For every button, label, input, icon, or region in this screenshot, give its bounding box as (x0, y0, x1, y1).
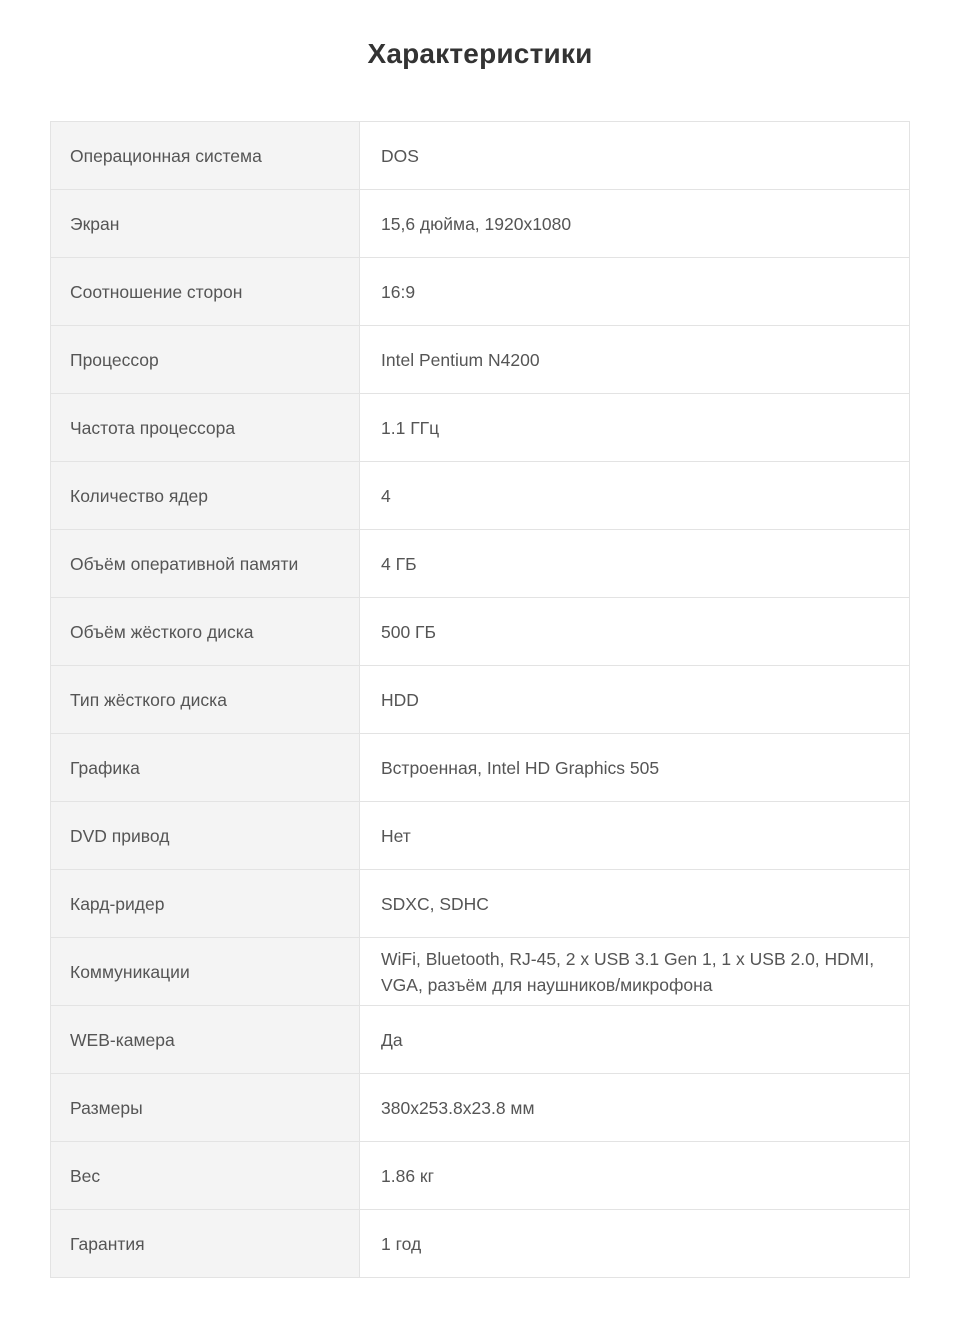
spec-value: 380x253.8x23.8 мм (360, 1074, 910, 1142)
table-row (51, 190, 910, 258)
spec-value: 4 (360, 462, 910, 530)
page-title: Характеристики (367, 38, 593, 69)
spec-name: Кард-ридер (51, 870, 360, 938)
table-row (51, 666, 910, 734)
table-row (51, 938, 910, 1006)
spec-value: DOS (360, 122, 910, 190)
spec-name: Гарантия (51, 1210, 360, 1278)
spec-value: 500 ГБ (360, 598, 910, 666)
table-row (51, 462, 910, 530)
table-row (51, 530, 910, 598)
spec-name: Тип жёсткого диска (51, 666, 360, 734)
spec-value: 16:9 (360, 258, 910, 326)
spec-name: Операционная система (51, 122, 360, 190)
spec-value: SDXC, SDHC (360, 870, 910, 938)
table-row (51, 326, 910, 394)
spec-name: Частота процессора (51, 394, 360, 462)
spec-name: DVD привод (51, 802, 360, 870)
spec-name: Вес (51, 1142, 360, 1210)
table-row (51, 734, 910, 802)
spec-name: Объём жёсткого диска (51, 598, 360, 666)
spec-value: HDD (360, 666, 910, 734)
spec-value: 4 ГБ (360, 530, 910, 598)
spec-value: 1 год (360, 1210, 910, 1278)
table-row (51, 598, 910, 666)
table-row (51, 258, 910, 326)
spec-name: Процессор (51, 326, 360, 394)
spec-value: Intel Pentium N4200 (360, 326, 910, 394)
spec-name: Коммуникации (51, 938, 360, 1006)
spec-value: 1.86 кг (360, 1142, 910, 1210)
spec-name: Экран (51, 190, 360, 258)
table-row (51, 1142, 910, 1210)
spec-name: WEB-камера (51, 1006, 360, 1074)
table-row (51, 1074, 910, 1142)
spec-name: Количество ядер (51, 462, 360, 530)
spec-value: Нет (360, 802, 910, 870)
spec-value: Да (360, 1006, 910, 1074)
spec-value: 15,6 дюйма, 1920x1080 (360, 190, 910, 258)
spec-value: WiFi, Bluetooth, RJ-45, 2 x USB 3.1 Gen 1, 1 x USB 2.0, HDMI, VGA, разъём для наушников/микрофона (360, 938, 910, 1006)
spec-name: Графика (51, 734, 360, 802)
table-row (51, 802, 910, 870)
spec-name: Объём оперативной памяти (51, 530, 360, 598)
table-row (51, 394, 910, 462)
spec-name: Соотношение сторон (51, 258, 360, 326)
table-row (51, 1006, 910, 1074)
table-row (51, 122, 910, 190)
spec-name: Размеры (51, 1074, 360, 1142)
specs-table (50, 121, 910, 1278)
table-row (51, 870, 910, 938)
table-row (51, 1210, 910, 1278)
spec-value: 1.1 ГГц (360, 394, 910, 462)
spec-value: Встроенная, Intel HD Graphics 505 (360, 734, 910, 802)
